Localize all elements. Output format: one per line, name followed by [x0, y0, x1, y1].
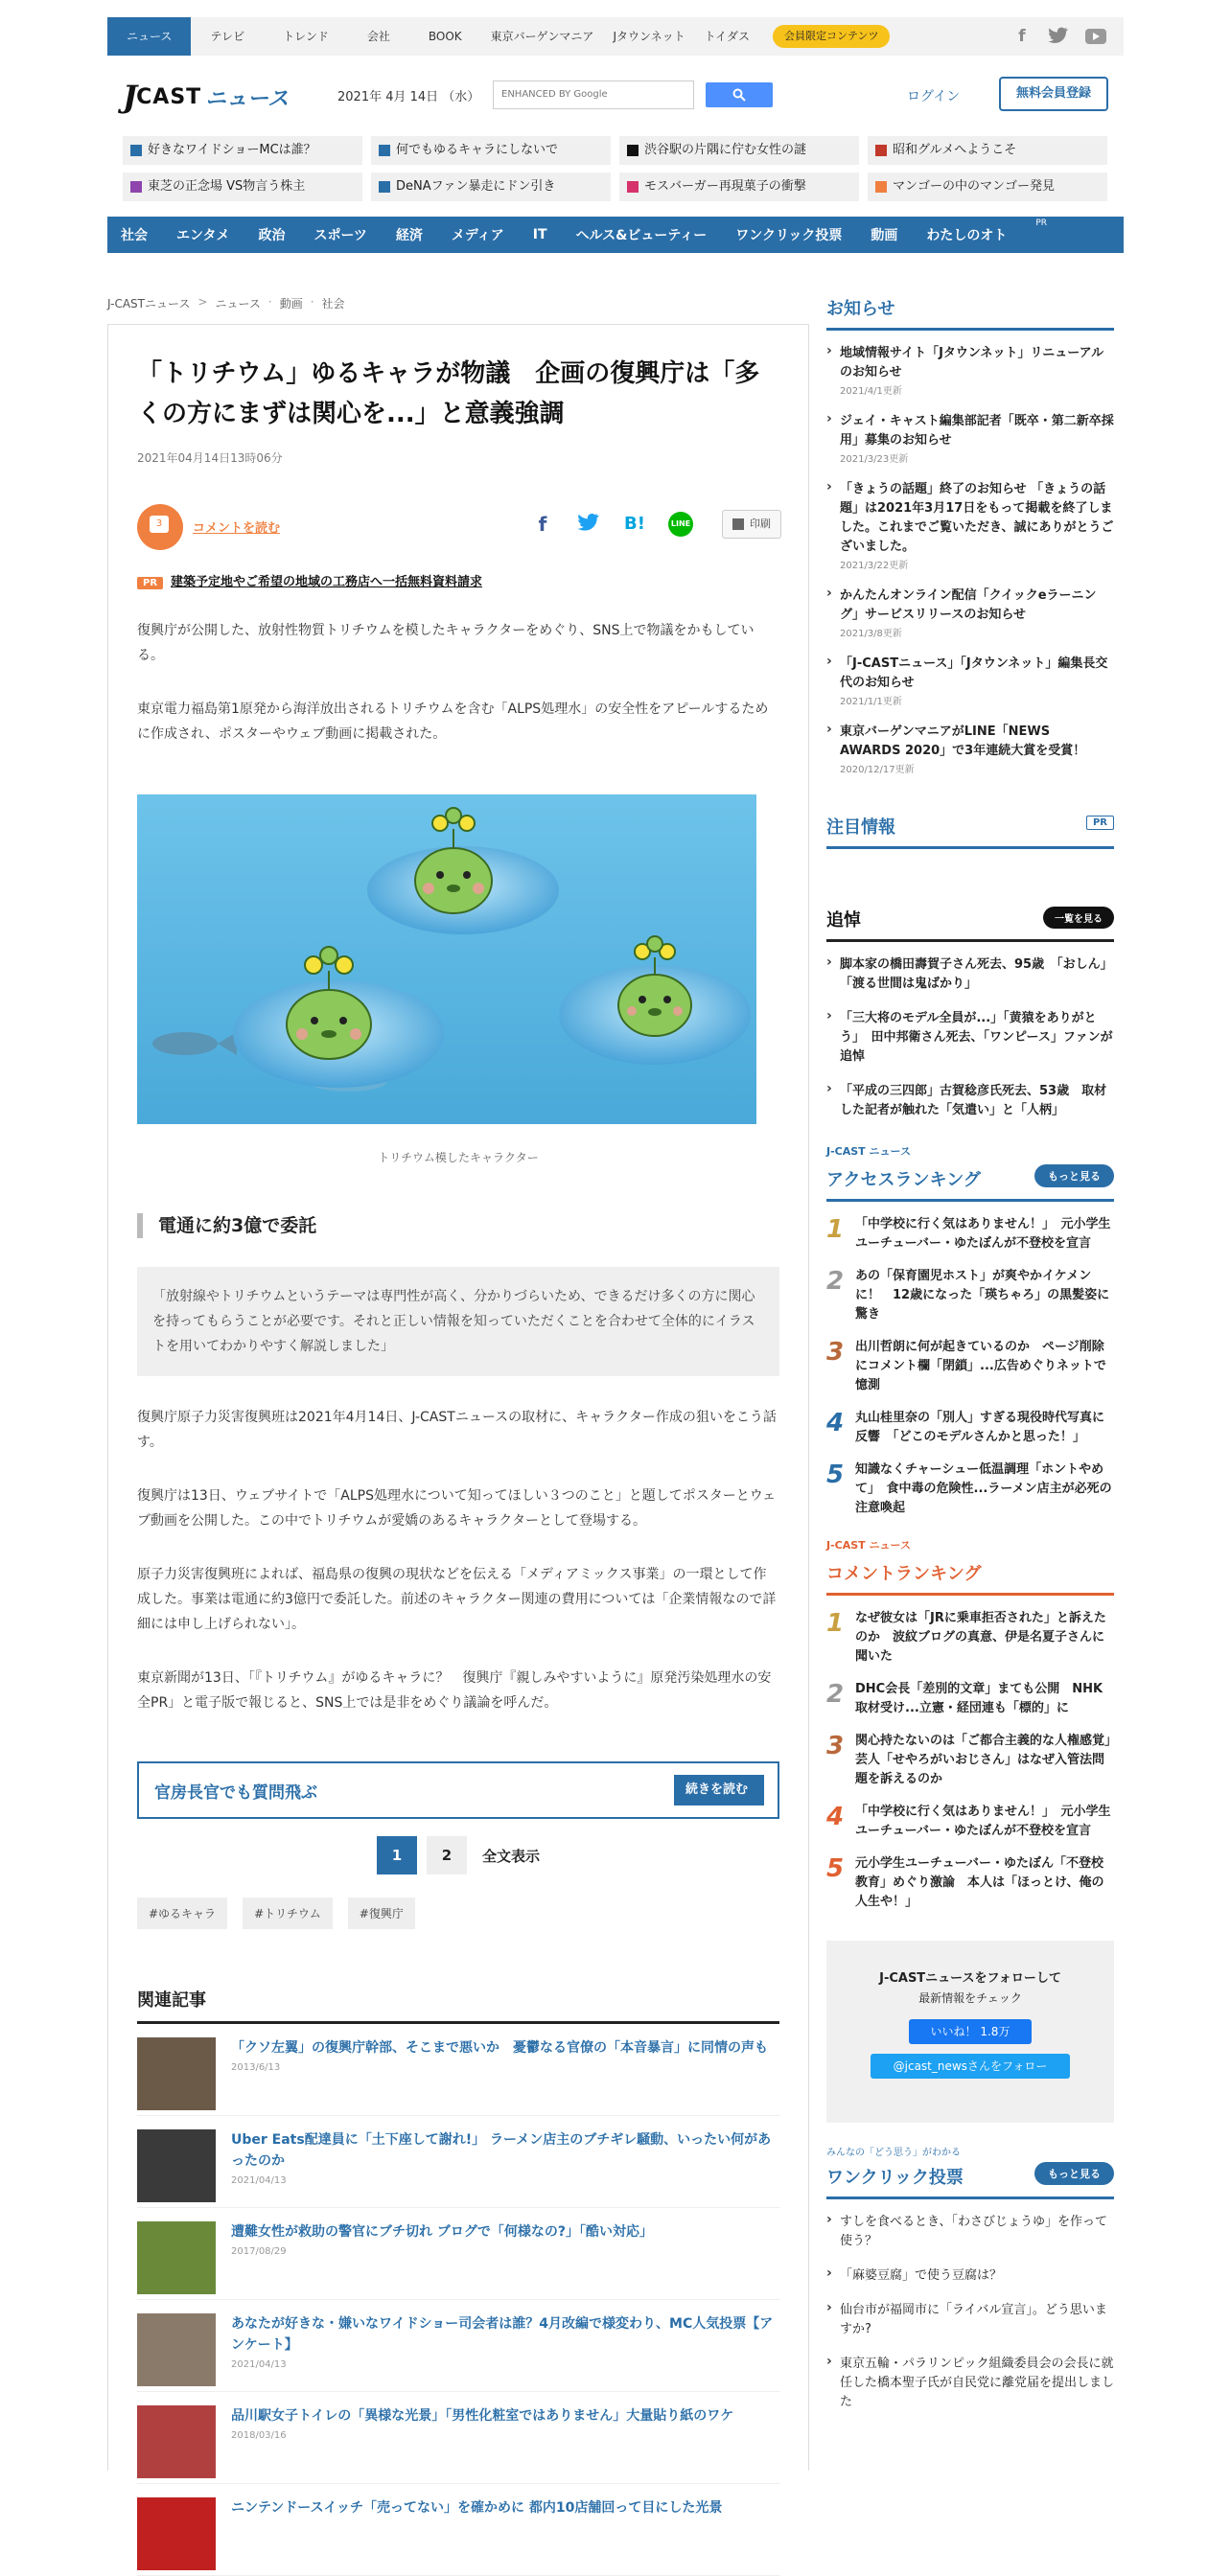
image-caption: トリチウム模したキャラクター [378, 1151, 539, 1164]
rank-number: 4 [826, 1803, 845, 1831]
nav-watashi-no-oto[interactable]: わたしのオト [926, 228, 1008, 243]
youtube-icon[interactable] [1085, 29, 1106, 44]
page-1-button[interactable]: 1 [377, 1836, 417, 1874]
nav-pr-label: PR [1035, 218, 1047, 228]
related-title[interactable]: 遭難女性が救助の警官にブチ切れ ブログで「何様なの?」「酷い対応」 [231, 2224, 653, 2240]
access-ranking-heading-text: アクセスランキング [826, 1170, 981, 1190]
print-button[interactable]: 印刷 [722, 510, 781, 539]
logo-cast: CAST [136, 84, 202, 109]
notice-title[interactable]: › 地域情報サイト「Jタウンネット」リニューアルのお知らせ [840, 346, 1104, 380]
attention-pr-badge: PR [1086, 816, 1114, 830]
topic-chip[interactable]: 昭和グルメへようこそ [868, 136, 1107, 165]
rank-number: 4 [826, 1409, 845, 1438]
tritium-character-image[interactable] [137, 794, 756, 1124]
notice-title[interactable]: › かんたんオンライン配信「クイックeラーニング」サービスリリースのお知らせ [840, 588, 1097, 622]
nav-health[interactable]: ヘルス&ビューティー [575, 228, 708, 243]
article-date: 2021年04月14日13時06分 [137, 451, 283, 465]
ranking-title[interactable]: 知識なくチャーシュー低温調理「ホントやめて」 食中毒の危険性...ラーメン店主が必死の注意喚起 [855, 1462, 1112, 1515]
related-date: 2017/08/29 [231, 2246, 287, 2257]
twitter-share-icon[interactable] [576, 512, 601, 537]
jcast-logo[interactable] [123, 77, 289, 117]
notice-title[interactable]: › 東京バーゲンマニアがLINE「NEWS AWARDS 2020」で3年連続大賞を受賞！ [840, 724, 1086, 758]
ranking-item[interactable] [826, 1215, 1114, 1254]
notice-date: 2021/3/23更新 [840, 454, 909, 465]
ranking-item[interactable] [826, 1267, 1114, 1324]
article-paragraph: 原子力災害復興班によれば、福島県の復興の現状などを伝える「メディアミックス事業」の一環として作成した。事業は電通に約3億円で委託した。前述のキャラクター関連の費用については「企業情報なので詳細には申し上げられない」。 [137, 1567, 777, 1632]
poll-item[interactable] [826, 2266, 1114, 2286]
tsuito-more-button[interactable]: 一覧を見る [1043, 907, 1114, 929]
notice-title[interactable]: › 「きょうの話題」終了のお知らせ 「きょうの話題」は2021年3月17日をもって掲載を終了しました。これまでご覧いただき、誠にありがとうございました。 [840, 482, 1114, 554]
ranking-title[interactable]: 元小学生ユーチューバー・ゆたぼん「不登校教育」めぐり激論 本人は「ほっとけ、俺の人生や！」 [855, 1856, 1104, 1909]
article-title: 「トリチウム」ゆるキャラが物議 企画の復興庁は「多くの方にまずは関心を...」と意義強調 [137, 359, 760, 428]
related-thumbnail[interactable] [137, 2221, 216, 2294]
ranking-title[interactable]: 「中学校に行く気はありません！」 元小学生ユーチューバー・ゆたぼんが不登校を宣言 [855, 1805, 1111, 1838]
related-thumbnail[interactable] [137, 2313, 216, 2386]
line-share-icon[interactable]: LINE [668, 512, 693, 537]
ranking-title[interactable]: なぜ彼女は「JRに乗車拒否された」と訴えたのか 波紋ブログの真意、伊是名夏子さんに聞いた [855, 1611, 1106, 1664]
access-ranking-list [826, 1215, 1114, 1518]
facebook-like-button[interactable]: いいね！ 1.8万 [909, 2019, 1032, 2044]
ranking-title[interactable]: 出川哲朗に何が起きているのか ページ削除にコメント欄「閉鎖」...広告めぐりネットで憶測 [855, 1340, 1106, 1392]
nav-economy[interactable]: 経済 [395, 228, 423, 243]
poll-more-button[interactable]: もっと見る [1034, 2162, 1114, 2185]
access-ranking-heading [826, 1166, 1114, 1202]
continue-reading-button[interactable]: 続きを読む [674, 1775, 764, 1806]
continue-reading-box[interactable] [137, 1761, 779, 1819]
ranking-item[interactable] [826, 1803, 1114, 1841]
breadcrumb-item[interactable]: J-CASTニュース [107, 297, 191, 310]
poll-title[interactable]: › すしを食べるとき、「わさびじょうゆ」を作って使う？ [840, 2215, 1107, 2248]
pr-link[interactable]: 建築予定地やご希望の地域の工務店へ一括無料資料請求 [171, 575, 483, 589]
next-section-title: 官房長官でも質問飛ぶ [154, 1783, 317, 1803]
notice-item[interactable] [826, 655, 1114, 707]
illustration [137, 794, 756, 1124]
hatena-bookmark-icon[interactable]: B! [624, 514, 645, 534]
related-date: 2021/04/13 [231, 2175, 287, 2186]
related-thumbnail[interactable] [137, 2497, 216, 2570]
related-date: 2018/03/16 [231, 2430, 287, 2441]
rank-number: 2 [826, 1267, 845, 1296]
logo-news: ニュース [205, 86, 290, 111]
related-date: 2021/04/13 [231, 2359, 287, 2370]
related-article[interactable] [137, 2313, 779, 2392]
article-paragraph: 復興庁が公開した、放射性物質トリチウムを模したキャラクターをめぐり、SNS上で物議をかもしている。 [137, 623, 755, 663]
login-link[interactable]: ログイン [907, 89, 961, 104]
topic-chip[interactable]: 好きなワイドショーMCは誰？ [123, 136, 362, 165]
article-tools [137, 504, 779, 546]
notice-item[interactable] [826, 480, 1114, 571]
related-title[interactable]: 「クソ左翼」の復興庁幹部、そこまで悪いか 憂鬱なる官僚の「本音暴言」に同情の声も [231, 2040, 768, 2056]
article-panel [107, 324, 809, 2516]
twitter-follow-button[interactable]: @jcast_newsさんをフォロー [871, 2054, 1070, 2079]
rank-number: 3 [826, 1338, 845, 1367]
main-nav [107, 217, 1124, 253]
poll-heading [826, 2164, 1114, 2199]
attention-heading [826, 814, 1114, 849]
topnav-bargain[interactable]: 東京バーゲンマニア [490, 30, 594, 43]
sidebar [826, 295, 1124, 2427]
access-more-button[interactable]: もっと見る [1034, 1164, 1114, 1187]
search-button[interactable] [706, 82, 773, 107]
nav-sports[interactable]: スポーツ [314, 228, 367, 243]
ranking-item[interactable] [826, 1338, 1114, 1395]
ranking-title[interactable]: 丸山桂里奈の「別人」すぎる現役時代写真に反響 「どこのモデルさんかと思った！」 [855, 1411, 1105, 1444]
rank-number: 2 [826, 1680, 845, 1709]
related-title[interactable]: 品川駅女子トイレの「異様な光景」「男性化粧室ではありません」大量貼り紙のワケ [231, 2408, 734, 2424]
rank-number: 5 [826, 1460, 845, 1489]
tsuito-item[interactable] [826, 1082, 1114, 1120]
topnav-toidas[interactable]: トイダス [704, 30, 751, 43]
poll-title[interactable]: › 東京五輪・パラリンピック組織委員会の会長に就任した橋本聖子氏が自民党に離党届を提出しました [840, 2357, 1115, 2409]
article-paragraph: 東京新聞が13日、「『トリチウム』がゆるキャラに？ 復興庁『親しみやすいように』原発汚染処理水の安全PR」と電子版で報じると、SNS上では是非をめぐり議論を呼んだ。 [137, 1670, 772, 1711]
related-date: 2013/6/13 [231, 2062, 281, 2073]
rank-number: 5 [826, 1854, 845, 1883]
comment-ranking-heading: コメントランキング [826, 1560, 1114, 1596]
comment-icon[interactable] [137, 504, 183, 550]
related-heading: 関連記事 [137, 1987, 779, 2024]
related-thumbnail[interactable] [137, 2037, 216, 2110]
related-article[interactable] [137, 2221, 779, 2300]
breadcrumb-item[interactable]: 社会 [321, 297, 345, 310]
ranking-item[interactable] [826, 1854, 1114, 1912]
notice-date: 2021/3/22更新 [840, 561, 909, 571]
share-buttons [530, 512, 693, 537]
tag-chip[interactable]: #復興庁 [348, 1898, 415, 1929]
topic-chip[interactable]: 何でもゆるキャラにしないで [371, 136, 611, 165]
comment-count: 3 [150, 516, 169, 533]
access-kicker: J-CAST ニュース [826, 1145, 911, 1158]
logo-j: J [123, 79, 137, 115]
tsuito-title[interactable]: › 「平成の三四郎」古賀稔彦氏死去、53歳 取材した記者が触れた「気遣い」と「人柄」 [840, 1084, 1107, 1117]
tsuito-title[interactable]: › 脚本家の橋田壽賀子さん死去、95歳 「おしん」「渡る世間は鬼ばかり」 [840, 957, 1113, 991]
nav-society[interactable]: 社会 [121, 228, 148, 243]
follow-subtitle: 最新情報をチェック [918, 1991, 1022, 2005]
comment-ranking-list [826, 1609, 1124, 1912]
pagination [137, 1836, 779, 1874]
social-links [1012, 17, 1106, 56]
read-comments-link[interactable]: コメントを読む [193, 521, 281, 536]
ranking-title[interactable]: DHC会長「差別的文章」まても公開 NHK取材受け...立憲・経団連も「標的」に [855, 1682, 1103, 1715]
notice-title[interactable]: › ジェイ・キャスト編集部記者「既卒・第二新卒採用」募集のお知らせ [840, 414, 1114, 448]
poll-list [826, 2213, 1114, 2412]
tsuito-heading-text: 追悼 [826, 910, 861, 931]
facebook-icon[interactable]: f [1018, 27, 1026, 46]
search-input[interactable]: ENHANCED BY Google [493, 80, 694, 109]
comment-kicker: J-CAST ニュース [826, 1539, 911, 1552]
related-title[interactable]: Uber Eats配達員に「土下座して謝れ!」 ラーメン店主のブチギレ騒動、いったい何があったのか [231, 2132, 772, 2169]
ranking-title[interactable]: あの「保育園児ホスト」が爽やかイケメンに！ 12歳になった「瑛ちゃろ」の黒髪姿に驚き [855, 1269, 1110, 1322]
ranking-item[interactable] [826, 1609, 1114, 1667]
follow-box [826, 1941, 1114, 2123]
notice-list [826, 344, 1114, 775]
header-date: 2021年 4月 14日 （水） [337, 90, 480, 104]
rank-number: 3 [826, 1732, 845, 1760]
pr-tag: PR [137, 577, 163, 589]
related-article[interactable] [137, 2037, 779, 2116]
related-title[interactable]: ニンテンドースイッチ「売ってない」を確かめに 都内10店舗回って目にした光景 [231, 2500, 723, 2516]
nav-oneclick-vote[interactable]: ワンクリック投票 [735, 228, 843, 243]
member-content-pill[interactable]: 会員限定コンテンツ [773, 25, 890, 48]
top-nav [107, 17, 1124, 56]
ranking-item[interactable] [826, 1409, 1114, 1447]
ranking-item[interactable] [826, 1460, 1114, 1518]
page-2-button[interactable]: 2 [427, 1836, 467, 1874]
nav-politics[interactable]: 政治 [258, 228, 286, 243]
notice-date: 2021/1/1更新 [840, 697, 902, 707]
quote-block: 「放射線やトリチウムというテーマは専門性が高く、分かりづらいため、できるだけ多くの方に関心を持ってもらうことが必要です。それと正しい情報を知っていただくことを合わせて全体的にイラストを用いてわかりやすく解説しました」 [137, 1267, 779, 1376]
section-heading: 電通に約3億で委託 [137, 1213, 779, 1238]
rank-number: 1 [826, 1609, 845, 1638]
article-paragraph: 復興庁は13日、ウェブサイトで「ALPS処理水について知ってほしい３つのこと」と題してポスターとウェブ動画を公開した。この中でトリチウムが愛嬌のあるキャラクターとして登場する。 [137, 1488, 777, 1529]
show-all-link[interactable]: 全文表示 [481, 1847, 540, 1865]
tsuito-list [826, 955, 1114, 1120]
article-paragraph: 復興庁原子力災害復興班は2021年4月14日、J-CASTニュースの取材に、キャラクター作成の狙いをこう話す。 [137, 1410, 777, 1450]
poll-item[interactable] [826, 2355, 1114, 2412]
breadcrumb: J-CASTニュース > ニュース · 動画 · 社会 [107, 295, 345, 310]
related-article[interactable] [137, 2129, 779, 2208]
topic-chip[interactable]: マンゴーの中のマンゴー発見 [868, 172, 1107, 201]
tag-chip[interactable]: #ゆるキャラ [137, 1898, 227, 1929]
related-article[interactable] [137, 2497, 779, 2576]
poll-item[interactable] [826, 2213, 1114, 2251]
nav-it[interactable]: IT [532, 227, 547, 242]
topic-chip[interactable]: 東芝の正念場 VS物言う株主 [123, 172, 362, 201]
tsuito-item[interactable] [826, 955, 1114, 994]
poll-item[interactable] [826, 2301, 1114, 2339]
topnav-news[interactable]: ニュース [107, 17, 191, 56]
topnav-jtown[interactable]: Jタウンネット [613, 30, 685, 43]
related-thumbnail[interactable] [137, 2405, 216, 2478]
rank-number: 1 [826, 1215, 845, 1244]
topnav-tv[interactable]: テレビ [210, 30, 245, 43]
tag-chip[interactable]: #トリチウム [243, 1898, 333, 1929]
nav-entertainment[interactable]: エンタメ [176, 228, 230, 243]
article-paragraph: 東京電力福島第1原発から海洋放出されるトリチウムを含む「ALPS処理水」の安全性をアピールするために作成され、ポスターやウェブ動画に掲載された。 [137, 702, 769, 742]
poll-title[interactable]: › 「麻婆豆腐」で使う豆腐は？ [840, 2268, 1003, 2283]
topnav-book[interactable]: BOOK [428, 30, 462, 43]
ranking-item[interactable] [826, 1680, 1114, 1718]
notice-date: 2021/3/8更新 [840, 629, 902, 639]
tsuito-heading [826, 907, 1114, 942]
notice-date: 2021/4/1更新 [840, 386, 902, 397]
related-article[interactable] [137, 2405, 779, 2484]
facebook-share-icon[interactable]: f [538, 513, 547, 536]
breadcrumb-item[interactable]: 動画 [279, 297, 303, 310]
notice-item[interactable] [826, 412, 1114, 465]
poll-kicker: みんなの「どう思う」がわかる [826, 2148, 961, 2158]
ranking-item[interactable] [826, 1732, 1124, 1789]
notice-title[interactable]: › 「J-CASTニュース」「Jタウンネット」編集長交代のお知らせ [840, 656, 1108, 690]
notice-item[interactable] [826, 344, 1114, 397]
topnav-company[interactable]: 会社 [366, 30, 390, 43]
ranking-title[interactable]: 「中学校に行く気はありません！」 元小学生ユーチューバー・ゆたぼんが不登校を宣言 [855, 1217, 1111, 1251]
notice-item[interactable] [826, 723, 1114, 775]
tsuito-title[interactable]: › 「三大将のモデル全員が...」「黄猿をありがとう」 田中邦衛さん死去、「ワンピース」ファンが追悼 [840, 1011, 1113, 1064]
tsuito-item[interactable] [826, 1009, 1114, 1067]
related-title[interactable]: あなたが好きな・嫌いなワイドショー司会者は誰？4月改編で様変わり、MC人気投票【アンケート】 [231, 2316, 774, 2353]
attention-heading-text: 注目情報 [826, 817, 895, 838]
topic-chip[interactable]: モスバーガー再現菓子の衝撃 [619, 172, 859, 201]
topic-chip[interactable]: 渋谷駅の片隅に佇む女性の謎 [619, 136, 859, 165]
follow-title: J-CASTニュースをフォローして [879, 1971, 1061, 1986]
poll-title[interactable]: › 仙台市が福岡市に「ライバル宣言」。どう思いますか? [840, 2303, 1107, 2336]
related-thumbnail[interactable] [137, 2129, 216, 2202]
twitter-icon[interactable] [1049, 27, 1068, 46]
nav-video[interactable]: 動画 [871, 228, 898, 243]
ranking-title[interactable]: 関心持たないのは「ご都合主義的な人権感覚」 芸人「せやろがいおじさん」はなぜ入管法問題を訴えるのか [855, 1734, 1124, 1786]
notice-item[interactable] [826, 586, 1114, 639]
tag-list [137, 1898, 779, 1929]
top-bar [107, 17, 1124, 56]
search-icon [732, 88, 746, 102]
nav-media[interactable]: メディア [451, 228, 504, 243]
topnav-trend[interactable]: トレンド [283, 30, 329, 43]
breadcrumb-item[interactable]: ニュース [215, 297, 261, 310]
topic-grid [123, 136, 1108, 201]
pr-line[interactable] [137, 571, 779, 589]
notice-heading: お知らせ [826, 295, 1114, 331]
topic-chip[interactable]: DeNAファン暴走にドン引き [371, 172, 611, 201]
register-button[interactable]: 無料会員登録 [999, 77, 1108, 111]
poll-heading-text: ワンクリック投票 [826, 2168, 964, 2188]
notice-date: 2020/12/17更新 [840, 765, 915, 775]
